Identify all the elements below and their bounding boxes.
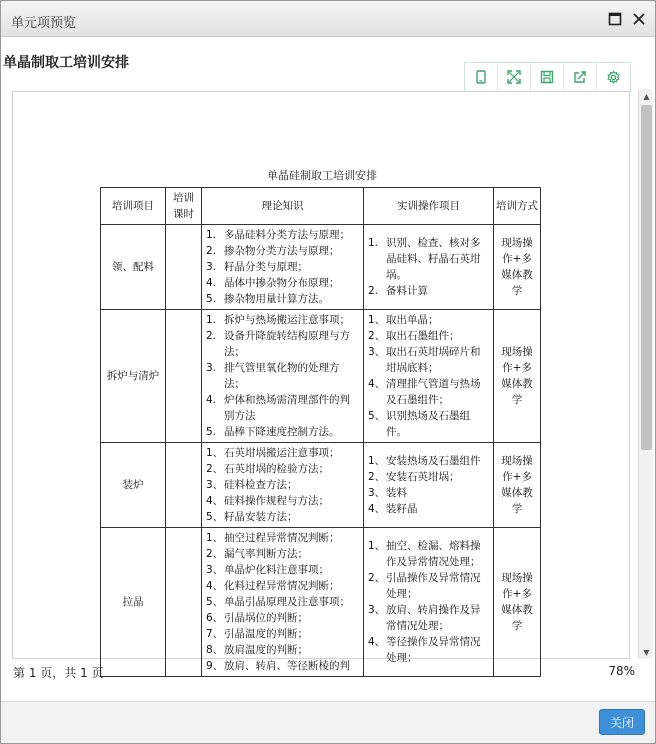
close-window-button[interactable] — [629, 9, 649, 29]
list-text: 抽空、检漏、熔料操作及异常情况处理； — [386, 540, 481, 568]
cell-practice — [364, 225, 494, 310]
theory-list-item — [206, 275, 359, 291]
cell-hours — [166, 225, 202, 310]
list-number: 2、 — [206, 463, 224, 475]
list-text: 硅料检查方法； — [224, 479, 298, 491]
cell-item: 领、配料 — [101, 225, 166, 310]
cell-item: 拉晶 — [101, 528, 166, 677]
viewer-toolbar — [464, 62, 631, 92]
theory-list-item — [206, 291, 359, 307]
list-number: 1. — [368, 237, 379, 249]
list-number: 2、 — [368, 471, 386, 483]
list-text: 石英坩埚搬运注意事项； — [224, 447, 340, 459]
cell-practice — [364, 310, 494, 443]
cell-item: 装炉 — [101, 443, 166, 528]
practice-list-item — [368, 376, 489, 408]
list-text: 清理排气管道与热场及石墨组件； — [386, 378, 481, 406]
list-number: 4、 — [206, 495, 224, 507]
maximize-icon — [608, 12, 622, 26]
theory-list-item — [206, 610, 359, 626]
theory-list-item — [206, 477, 359, 493]
fullscreen-icon — [507, 70, 521, 84]
cell-theory — [202, 310, 364, 443]
document-title: 单晶硅制取工培训安排 — [267, 169, 377, 182]
practice-list-item — [368, 485, 489, 501]
theory-list-item — [206, 594, 359, 610]
cell-theory — [202, 225, 364, 310]
vertical-scrollbar[interactable] — [638, 89, 653, 659]
zoom-level: 78% — [608, 664, 635, 678]
list-number: 5、 — [206, 596, 224, 608]
practice-list-item — [368, 538, 489, 570]
practice-list-item — [368, 312, 489, 328]
list-number: 1、 — [368, 455, 386, 467]
close-icon — [632, 12, 646, 26]
list-number: 7、 — [206, 628, 224, 640]
header-hours: 培训课时 — [166, 188, 202, 225]
theory-list-item — [206, 509, 359, 525]
viewer-status-bar — [1, 659, 655, 685]
list-text: 取出石英坩埚碎片和坩埚底料； — [386, 346, 481, 374]
fullscreen-button[interactable] — [498, 63, 531, 91]
theory-list-item — [206, 328, 359, 360]
theory-list-item — [206, 546, 359, 562]
list-number: 1、 — [206, 447, 224, 459]
list-number: 5. — [206, 426, 217, 438]
table-row — [101, 310, 541, 443]
list-text: 晶体中掺杂物分布原理； — [224, 277, 340, 289]
list-number: 2. — [368, 285, 379, 297]
theory-list-item — [206, 392, 359, 424]
maximize-button[interactable] — [605, 9, 625, 29]
theory-list-item — [206, 626, 359, 642]
cell-item: 拆炉与清炉 — [101, 310, 166, 443]
list-number: 4、 — [368, 378, 386, 390]
list-number: 8、 — [206, 644, 224, 656]
theory-list-item — [206, 493, 359, 509]
list-number: 5. — [206, 293, 217, 305]
theory-list-item — [206, 578, 359, 594]
list-number: 1. — [206, 314, 217, 326]
list-number: 4. — [206, 277, 217, 289]
list-text: 单晶引晶原理及注意事项； — [224, 596, 350, 608]
close-button[interactable]: 关闭 — [599, 709, 645, 735]
list-text: 炉体和热场需清理部件的判别方法 — [224, 394, 350, 422]
list-number: 2. — [206, 245, 217, 257]
settings-icon — [606, 70, 621, 85]
cell-method: 现场操作+多媒体教学 — [494, 528, 541, 677]
list-text: 引晶操作及异常情况处理； — [386, 572, 481, 600]
list-number: 4. — [206, 394, 217, 406]
list-text: 石英坩埚的检验方法； — [224, 463, 329, 475]
practice-list-item — [368, 501, 489, 517]
list-text: 抽空过程异常情况判断； — [224, 532, 340, 544]
phone-view-button[interactable] — [465, 63, 498, 91]
practice-list-item — [368, 453, 489, 469]
list-number: 1、 — [206, 532, 224, 544]
phone-view-icon — [474, 70, 488, 84]
list-text: 放肩、转肩、等径断棱的判 — [224, 660, 350, 672]
list-number: 5、 — [206, 511, 224, 523]
theory-list-item — [206, 227, 359, 243]
cell-method: 现场操作+多媒体教学 — [494, 310, 541, 443]
header-item: 培训项目 — [101, 188, 166, 225]
list-text: 引晶埚位的判断； — [224, 612, 308, 624]
theory-list-item — [206, 243, 359, 259]
theory-list-item — [206, 562, 359, 578]
theory-list-item — [206, 360, 359, 392]
cell-hours — [166, 528, 202, 677]
list-text: 漏气率判断方法； — [224, 548, 308, 560]
dialog-titlebar — [1, 1, 655, 37]
scroll-down-icon[interactable]: ▼ — [643, 647, 650, 657]
practice-list-item — [368, 570, 489, 602]
list-text: 拆炉与热场搬运注意事项； — [224, 314, 350, 326]
cell-method: 现场操作+多媒体教学 — [494, 443, 541, 528]
list-number: 2. — [206, 330, 217, 342]
cell-theory — [202, 443, 364, 528]
list-number: 4、 — [368, 503, 386, 515]
table-row — [101, 225, 541, 310]
practice-list-item — [368, 469, 489, 485]
theory-list-item — [206, 259, 359, 275]
table-header-row — [101, 188, 541, 225]
list-text: 放肩温度的判断； — [224, 644, 308, 656]
cell-practice — [364, 443, 494, 528]
cell-hours — [166, 310, 202, 443]
list-text: 设备升降旋转结构原理与方法； — [224, 330, 350, 358]
list-text: 放肩、转肩操作及异常情况处理； — [386, 604, 481, 632]
theory-list-item — [206, 642, 359, 658]
cell-practice — [364, 528, 494, 677]
save-icon — [540, 70, 554, 84]
training-schedule-table — [100, 187, 541, 677]
list-text: 取出单晶； — [386, 314, 439, 326]
table-row — [101, 528, 541, 677]
list-text: 备料计算 — [386, 285, 428, 297]
theory-list-item — [206, 424, 359, 440]
share-icon — [573, 70, 587, 84]
page-title: 单晶制取工培训安排 — [3, 55, 129, 71]
list-number: 1、 — [368, 540, 386, 552]
list-number: 4、 — [206, 580, 224, 592]
share-button[interactable] — [564, 63, 597, 91]
practice-list-item — [368, 408, 489, 440]
list-number: 2、 — [368, 330, 386, 342]
list-number: 1、 — [368, 314, 386, 326]
theory-list-item — [206, 312, 359, 328]
list-text: 安装热场及石墨组件 — [386, 455, 481, 467]
theory-list-item — [206, 461, 359, 477]
list-text: 化料过程异常情况判断； — [224, 580, 340, 592]
list-text: 引晶温度的判断； — [224, 628, 308, 640]
theory-list-item — [206, 530, 359, 546]
list-text: 籽晶安装方法； — [224, 511, 298, 523]
cell-theory — [202, 528, 364, 677]
list-number: 5、 — [368, 410, 386, 422]
list-text: 晶棒下降速度控制方法。 — [224, 426, 340, 438]
save-button[interactable] — [531, 63, 564, 91]
list-number: 1. — [206, 229, 217, 241]
list-text: 多晶硅料分类方法与原理； — [224, 229, 350, 241]
list-text: 等径操作及异常情况处理； — [386, 636, 481, 664]
list-number: 3. — [206, 261, 217, 273]
header-method: 培训方式 — [494, 188, 541, 225]
list-text: 识别、检查、核对多晶硅料、籽晶石英坩埚。 — [386, 237, 481, 281]
list-text: 掺杂物分类方法与原理； — [224, 245, 340, 257]
list-number: 3、 — [368, 346, 386, 358]
practice-list-item — [368, 602, 489, 634]
page-info: 第 1 页，共 1 页 — [13, 666, 104, 680]
list-number: 6、 — [206, 612, 224, 624]
table-row — [101, 443, 541, 528]
list-text: 排气管里氧化物的处理方法； — [224, 362, 340, 390]
list-number: 3、 — [206, 564, 224, 576]
list-text: 籽晶分类与原理； — [224, 261, 308, 273]
practice-list-item — [368, 344, 489, 376]
settings-button[interactable] — [597, 63, 630, 91]
list-text: 取出石墨组件； — [386, 330, 460, 342]
list-number: 4、 — [368, 636, 386, 648]
scroll-up-icon[interactable]: ▲ — [643, 91, 650, 101]
scrollbar-thumb[interactable] — [641, 105, 652, 450]
list-text: 掺杂物用量计算方法。 — [224, 293, 329, 305]
list-number: 2、 — [368, 572, 386, 584]
list-number: 3. — [206, 362, 217, 374]
list-text: 装料 — [386, 487, 407, 499]
dialog-footer — [1, 701, 655, 743]
dialog-title: 单元项预览 — [11, 16, 77, 31]
list-number: 9、 — [206, 660, 224, 672]
practice-list-item — [368, 283, 489, 299]
list-text: 单晶炉化料注意事项； — [224, 564, 329, 576]
list-number: 3、 — [368, 487, 386, 499]
practice-list-item — [368, 328, 489, 344]
practice-list-item — [368, 235, 489, 283]
header-theory: 理论知识 — [202, 188, 364, 225]
list-text: 安装石英坩埚； — [386, 471, 460, 483]
list-number: 3、 — [206, 479, 224, 491]
list-number: 2、 — [206, 548, 224, 560]
cell-method: 现场操作+多媒体教学 — [494, 225, 541, 310]
theory-list-item — [206, 445, 359, 461]
header-practice: 实训操作项目 — [364, 188, 494, 225]
list-number: 3、 — [368, 604, 386, 616]
list-text: 识别热场及石墨组件。 — [386, 410, 470, 438]
document-viewer[interactable] — [12, 91, 630, 672]
list-text: 装籽晶 — [386, 503, 418, 515]
cell-hours — [166, 443, 202, 528]
list-text: 硅料操作规程与方法； — [224, 495, 329, 507]
